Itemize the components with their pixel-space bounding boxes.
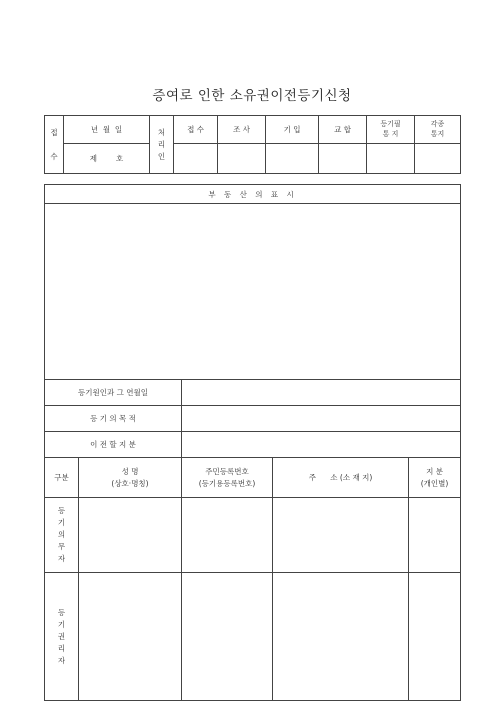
cell-registration-notice-blank[interactable]	[367, 144, 415, 174]
holder-share-field[interactable]	[409, 573, 461, 701]
cell-reception-blank[interactable]	[174, 144, 218, 174]
obligor-address-field[interactable]	[273, 498, 409, 573]
column-registration-notice: 등기필 통 지	[367, 116, 415, 144]
cause-date-field[interactable]	[182, 380, 461, 406]
share-label: 이 전 할 지 분	[45, 432, 182, 458]
address-header: 주 소 (소 재 지)	[273, 458, 409, 498]
reception-number-label: 제 호	[64, 144, 150, 174]
cause-date-label: 등기원인과 그 연월일	[45, 380, 182, 406]
obligor-label: 등 기 의 무 자	[45, 498, 79, 573]
property-header: 부 동 산 의 표 시	[45, 185, 461, 204]
category-header: 구분	[45, 458, 79, 498]
reception-label: 접 수	[45, 116, 64, 174]
column-reception: 접 수	[174, 116, 218, 144]
cell-investigation-blank[interactable]	[218, 144, 266, 174]
document-title: 증여로 인한 소유권이전등기신청	[152, 88, 352, 104]
column-entry: 기 입	[266, 116, 319, 144]
holder-address-field[interactable]	[273, 573, 409, 701]
property-description-area[interactable]	[45, 204, 461, 380]
name-header: 성 명 (상호·명칭)	[79, 458, 182, 498]
processing-label: 처 리 인	[150, 116, 174, 174]
reception-date-label: 년 월 일	[64, 116, 150, 144]
obligor-share-field[interactable]	[409, 498, 461, 573]
column-investigation: 조 사	[218, 116, 266, 144]
column-various-notice: 각종 통지	[415, 116, 461, 144]
purpose-label: 등 기 의 목 적	[45, 406, 182, 432]
id-number-header: 주민등록번호 (등기용등록번호)	[182, 458, 273, 498]
holder-label: 등 기 권 리 자	[45, 573, 79, 701]
obligor-name-field[interactable]	[79, 498, 182, 573]
cell-collation-blank[interactable]	[319, 144, 367, 174]
cell-entry-blank[interactable]	[266, 144, 319, 174]
obligor-id-field[interactable]	[182, 498, 273, 573]
column-collation: 교 합	[319, 116, 367, 144]
share-header: 지 분 (개인별)	[409, 458, 461, 498]
cell-various-notice-blank[interactable]	[415, 144, 461, 174]
holder-name-field[interactable]	[79, 573, 182, 701]
reception-table	[44, 115, 461, 174]
share-field[interactable]	[182, 432, 461, 458]
application-table	[44, 184, 461, 701]
purpose-field[interactable]	[182, 406, 461, 432]
holder-id-field[interactable]	[182, 573, 273, 701]
